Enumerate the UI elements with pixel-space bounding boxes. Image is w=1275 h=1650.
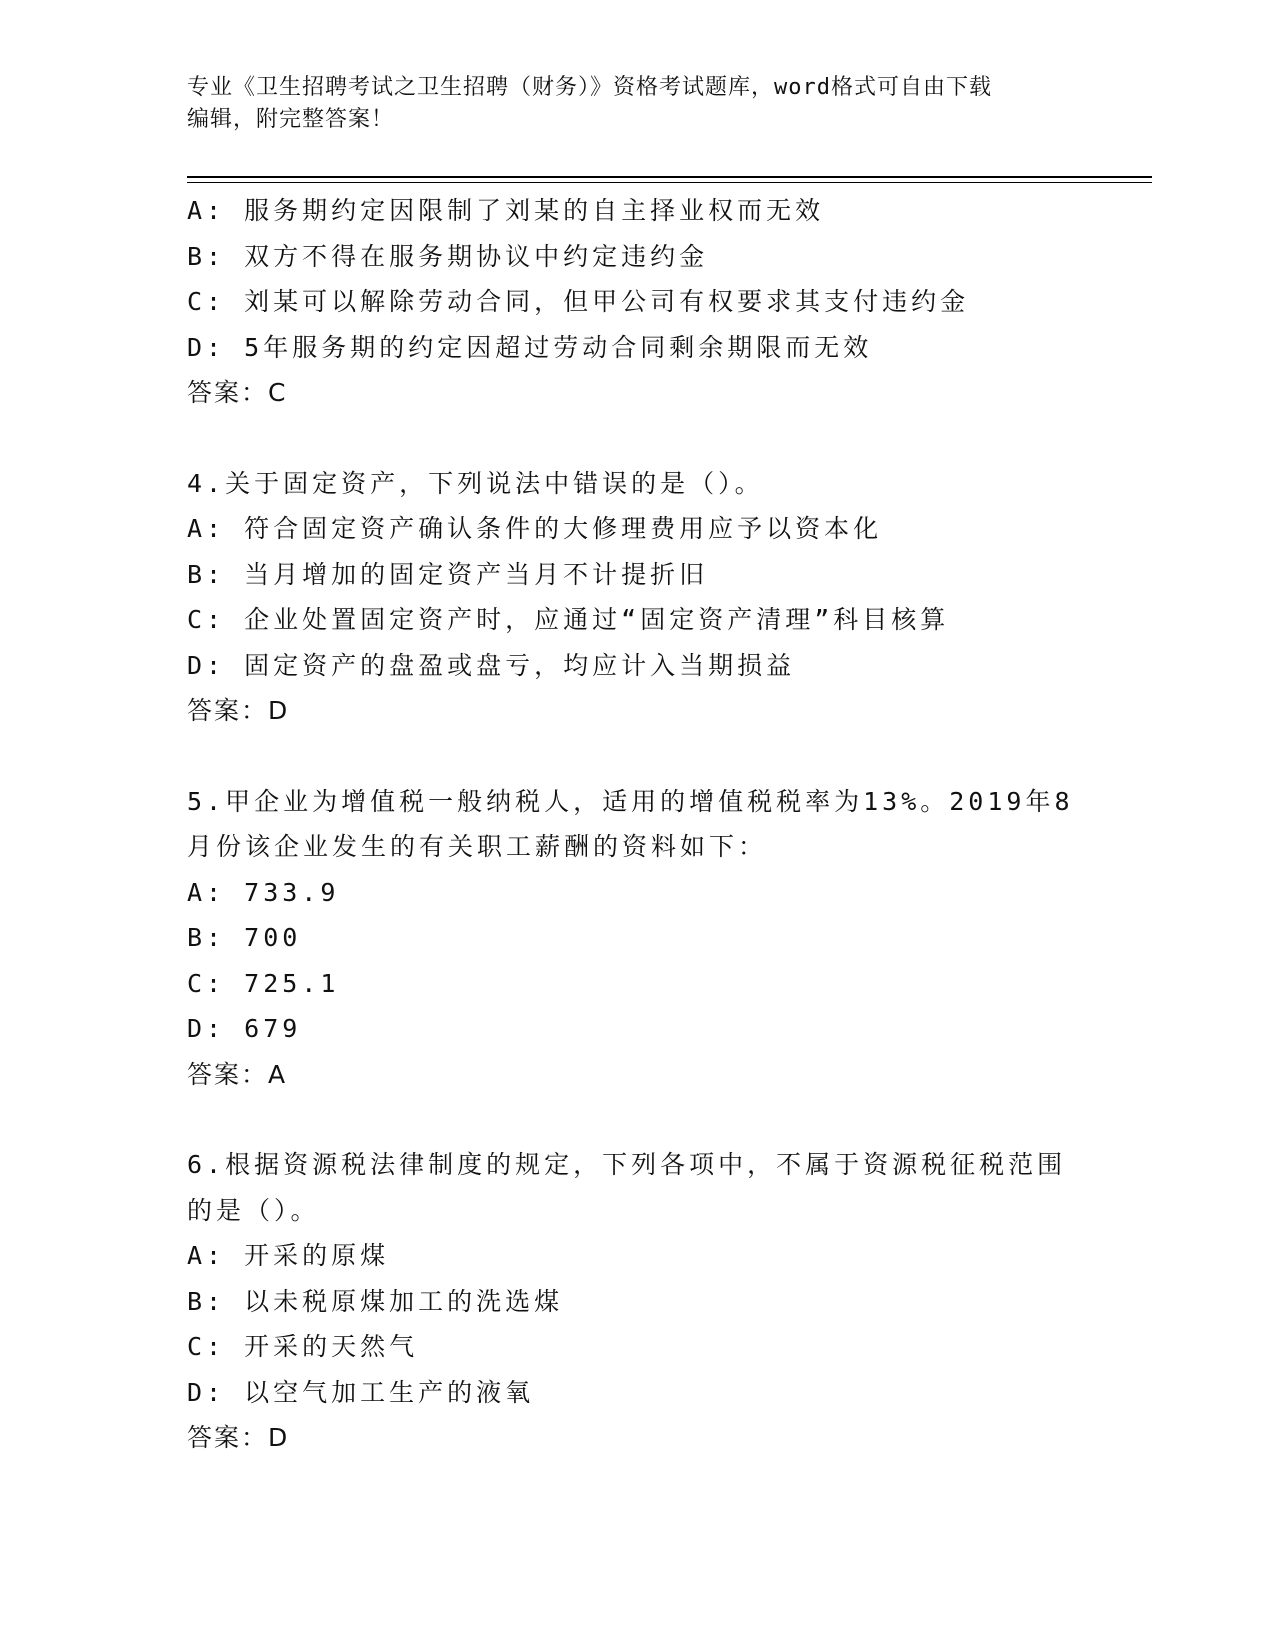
question-text: 4.关于固定资产，下列说法中错误的是（）。 — [187, 468, 764, 498]
question-text-line-1: 5.甲企业为增值税一般纳税人，适用的增值税税率为13%。2019年8 — [187, 786, 1074, 816]
option-b: B: 以未税原煤加工的洗选煤 — [187, 1286, 564, 1316]
option-a: A: 服务期约定因限制了刘某的自主择业权而无效 — [187, 196, 825, 225]
option-a: A: 733.9 — [187, 877, 340, 907]
header-divider-thin — [187, 182, 1152, 183]
option-b: B: 双方不得在服务期协议中约定违约金 — [187, 241, 709, 271]
answer: 答案：D — [187, 1423, 290, 1452]
header-divider-thick — [187, 176, 1152, 178]
document-header — [187, 72, 1087, 136]
question-6 — [187, 1142, 1067, 1461]
question-text-line-2: 月份该企业发生的有关职工薪酬的资料如下： — [187, 832, 768, 861]
option-d: D: 固定资产的盘盈或盘亏，均应计入当期损益 — [187, 650, 796, 680]
option-b: B: 700 — [187, 923, 302, 952]
option-a: A: 符合固定资产确认条件的大修理费用应予以资本化 — [187, 514, 883, 543]
header-line-2: 编辑，附完整答案！ — [187, 107, 395, 132]
answer: 答案：C — [187, 378, 288, 407]
option-c: C: 刘某可以解除劳动合同，但甲公司有权要求其支付违约金 — [187, 287, 970, 316]
question-list — [187, 188, 1074, 1461]
question-text-line-2: 的是（）。 — [187, 1195, 320, 1225]
question-4 — [187, 461, 1067, 734]
option-d: D: 以空气加工生产的液氧 — [187, 1377, 535, 1407]
option-b: B: 当月增加的固定资产当月不计提折旧 — [187, 559, 709, 589]
option-d: D: 5年服务期的约定因超过劳动合同剩余期限而无效 — [187, 332, 873, 362]
answer: 答案：A — [187, 1059, 288, 1089]
header-line-1: 专业《卫生招聘考试之卫生招聘（财务）》资格考试题库，word格式可自由下载 — [187, 75, 992, 100]
option-d: D: 679 — [187, 1014, 302, 1043]
option-c: C: 725.1 — [187, 968, 340, 998]
question-3 — [187, 188, 1067, 416]
question-5 — [187, 779, 1074, 1098]
option-c: C: 开采的天然气 — [187, 1332, 419, 1361]
option-c: C: 企业处置固定资产时，应通过“固定资产清理”科目核算 — [187, 605, 950, 634]
option-a: A: 开采的原煤 — [187, 1241, 390, 1270]
question-text-line-1: 6.根据资源税法律制度的规定，下列各项中，不属于资源税征税范围 — [187, 1150, 1067, 1179]
answer: 答案：D — [187, 696, 290, 725]
